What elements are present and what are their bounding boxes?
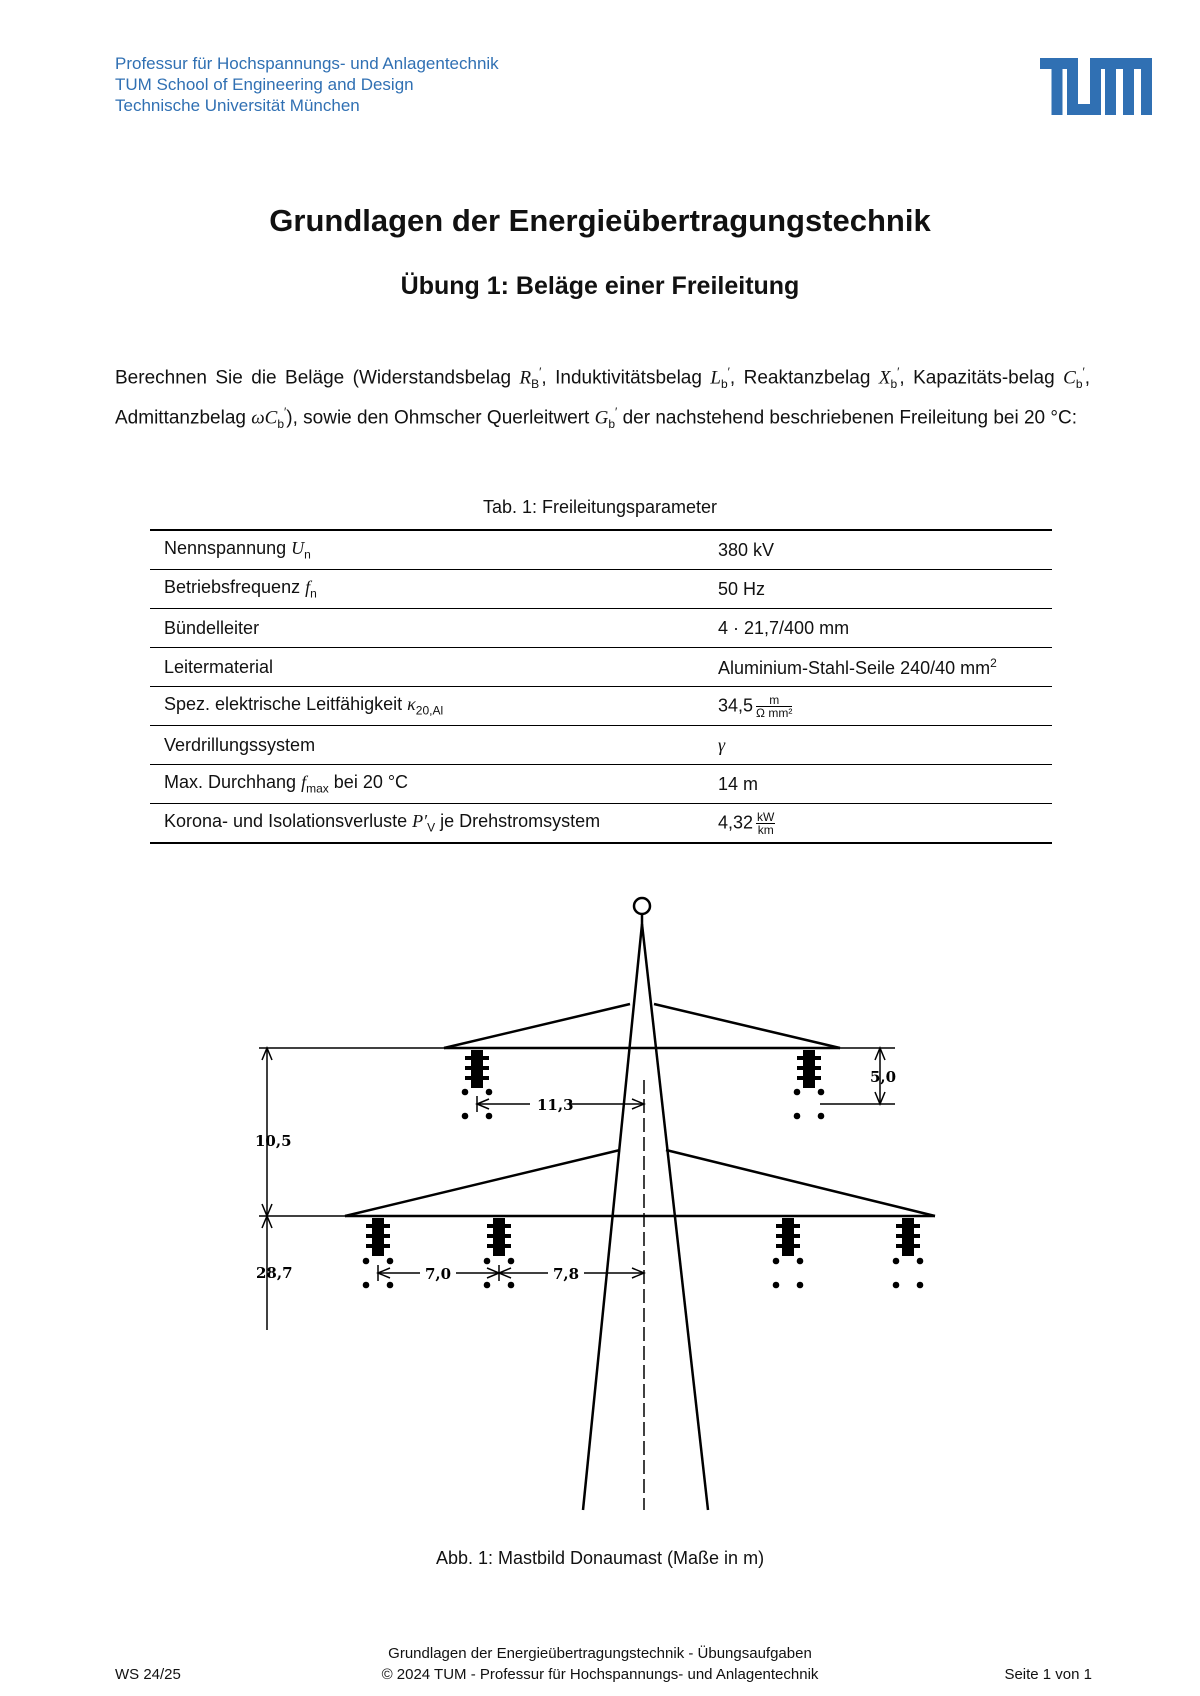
insulator-lower-3 [776, 1218, 800, 1256]
dim-lower-inner: 7,8 [553, 1265, 580, 1283]
dim-lower-outer: 7,0 [425, 1265, 452, 1283]
figure-caption: Abb. 1: Mastbild Donaumast (Maße in m) [435, 1548, 765, 1568]
header-line-2: TUM School of Engineering and Design [115, 75, 414, 94]
table-row: Betriebsfrequenz $f_n$ 50 Hz [150, 570, 1052, 609]
footer-course: Grundlagen der Energieübertragungstechnik - Übungsaufgaben [388, 1645, 812, 1662]
insulator-lower-1 [366, 1218, 390, 1256]
dim-lower-height: 28,7 [256, 1264, 293, 1282]
task-description: Berechnen Sie die Beläge (Widerstandsbelag $R_B'$, Induktivitätsbelag $L_b'$, Reaktanzbelag $X_b'$, Kapazitäts-belag $C_b'$, Admittanzbelag $\omega C_b'$), sowie den Ohmscher Querleitwert $G_b'$ der nachstehend beschriebenen Freileitung bei 20 °C: [115, 365, 1091, 432]
table-row: Korona- und Isolationsverluste $P'_V$ je Drehstromsystem 4,32 $\frac{kW}{km}$ [150, 804, 1052, 844]
tower-diagram [0, 880, 1200, 1520]
footer-page-number: Seite 1 von 1 [1004, 1666, 1092, 1683]
bundle-conductor-upper-right [794, 1089, 825, 1120]
table-row: Max. Durchhang $f_{max}$ bei 20 °C 14 m [150, 765, 1052, 804]
footer-semester: WS 24/25 [115, 1666, 181, 1683]
table-row: Spez. elektrische Leitfähigkeit $\kappa_{20,Al}$ 34,5 $\frac{m}{\text{Ω mm²}}$ [150, 687, 1052, 726]
header-line-1: Professur für Hochspannungs- und Anlagentechnik [115, 54, 499, 73]
earth-wire-icon [634, 898, 650, 914]
dim-upper-spacing: 5,0 [870, 1068, 897, 1086]
insulator-lower-2 [487, 1218, 511, 1256]
footer-copyright: © 2024 TUM - Professur für Hochspannungs- und Anlagentechnik [381, 1666, 819, 1683]
dim-upper-height: 10,5 [255, 1132, 292, 1150]
table-row: Nennspannung $U_n$ 380 kV [150, 530, 1052, 570]
insulator-upper-right [797, 1050, 821, 1088]
bundle-conductor-lower-3 [773, 1258, 804, 1289]
table-row: Bündelleiter 4 · 21,7/400 mm [150, 609, 1052, 648]
table-row: Leitermaterial Aluminium-Stahl-Seile 240/40 $mm^2$ [150, 648, 1052, 687]
header-line-3: Technische Universität München [115, 96, 360, 115]
table-caption: Tab. 1: Freileitungsparameter [482, 497, 718, 517]
exercise-subtitle: Übung 1: Beläge einer Freileitung [400, 272, 800, 300]
tum-logo [1040, 58, 1152, 115]
page-title: Grundlagen der Energieübertragungstechnik [269, 203, 931, 238]
table-row: Verdrillungssystem γ [150, 726, 1052, 765]
header-institution [115, 53, 499, 116]
dim-upper-half-width: 11,3 [537, 1096, 574, 1114]
bundle-conductor-lower-4 [893, 1258, 924, 1289]
insulator-upper-left [465, 1050, 489, 1088]
insulator-lower-4 [896, 1218, 920, 1256]
parameter-table [150, 529, 1052, 844]
